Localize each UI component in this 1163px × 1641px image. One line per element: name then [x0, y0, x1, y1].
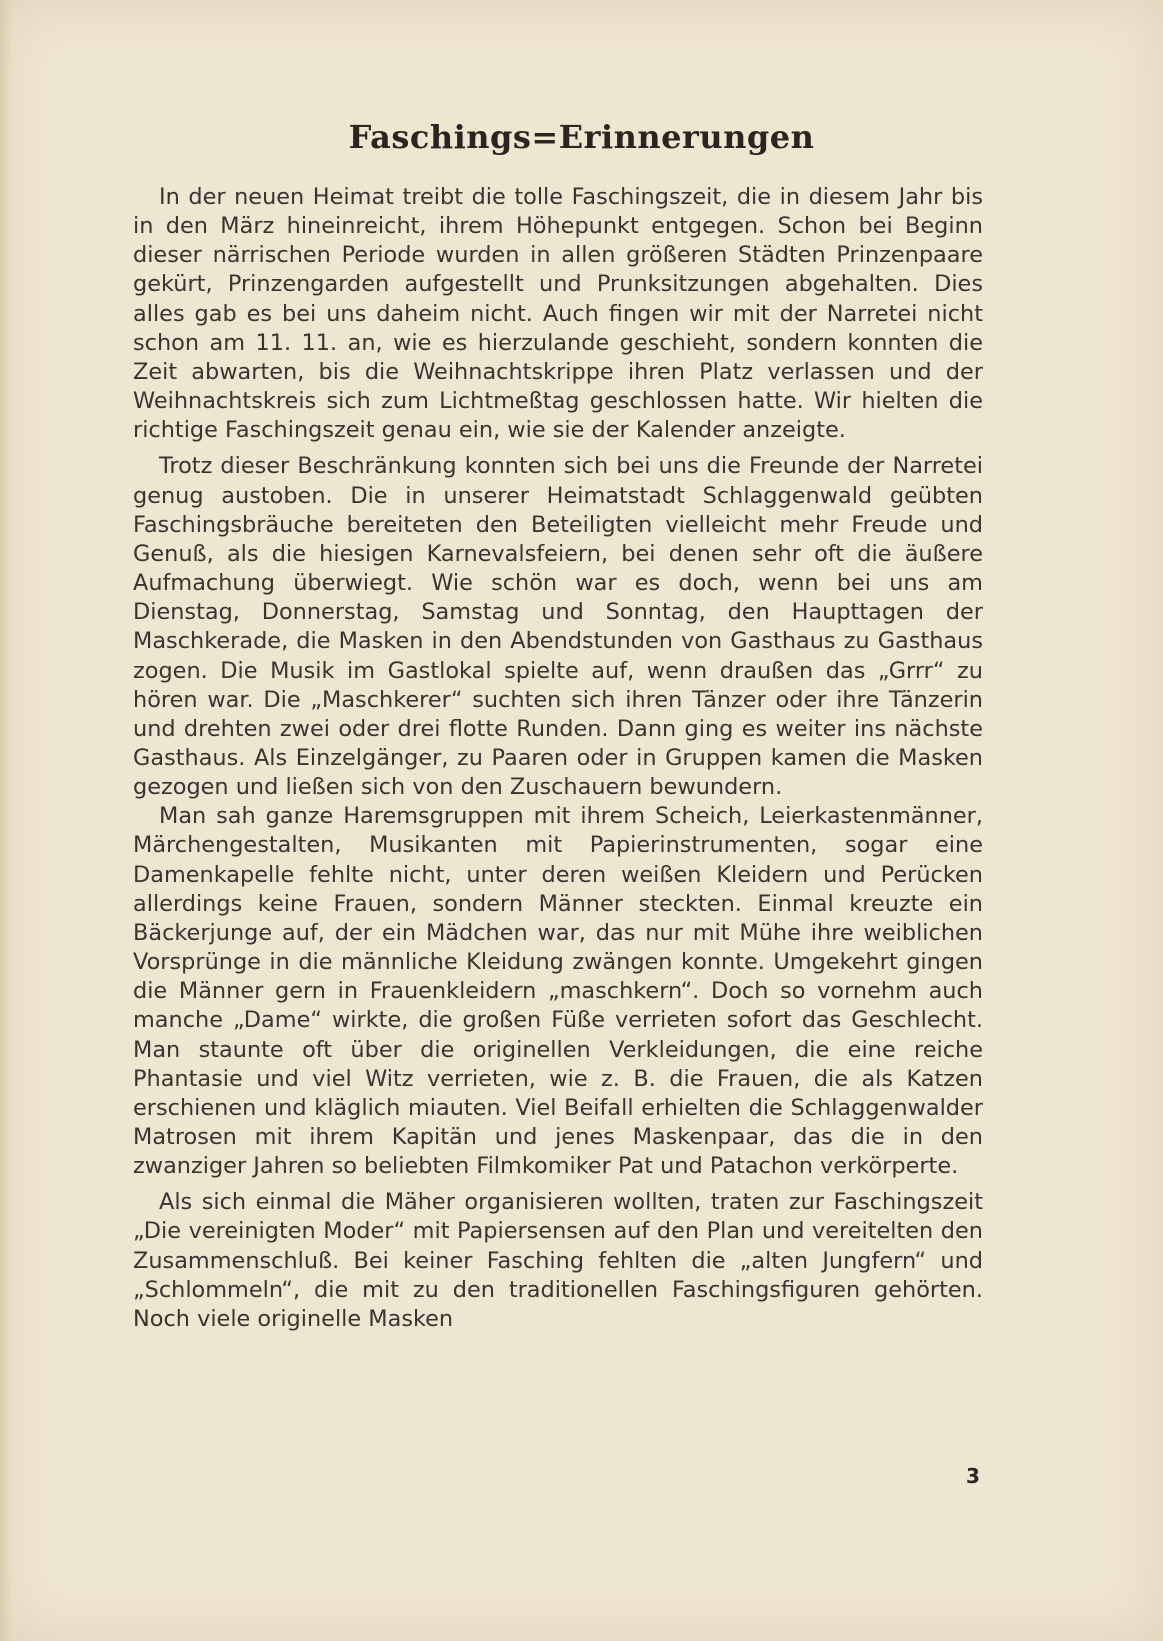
page-title: Faschings=Erinnerungen	[348, 118, 815, 156]
paragraph: In der neuen Heimat treibt die tolle Faschingszeit, die in diesem Jahr bis in den März hineinreicht, ihrem Höhepunkt entgegen. Schon bei Beginn dieser närrischen Periode wurden in allen größeren Städten Prinzenpaare gekürt, Prinzengarden aufgestellt und Prunksitzungen abgehalten. Dies alles gab es bei uns daheim nicht. Auch fingen wir mit der Narretei nicht schon am 11. 11. an, wie es hierzulande geschieht, sondern konnten die Zeit abwarten, bis die Weihnachtskrippe ihren Platz verlassen und der Weihnachtskreis sich zum Lichtmeßtag geschlossen hatte. Wir hielten die richtige Faschingszeit genau ein, wie sie der Kalender anzeigte.	[133, 184, 983, 444]
paragraph: Als sich einmal die Mäher organisieren wollten, traten zur Faschingszeit „Die vereinigten Moder“ mit Papiersensen auf den Plan und vereitelten den Zusammenschluß. Bei keiner Fasching fehlten die „alten Jungfern“ und „Schlommeln“, die mit zu den traditionellen Faschingsfiguren gehörten. Noch viele originelle Masken	[133, 1189, 983, 1332]
page-number: 3	[966, 1464, 980, 1488]
article-body	[133, 183, 983, 1334]
paragraph: Trotz dieser Beschränkung konnten sich bei uns die Freunde der Narretei genug austoben. Die in unserer Heimatstadt Schlaggenwald geübten Faschingsbräuche bereiteten den Beteiligten vielleicht mehr Freude und Genuß, als die hiesigen Karnevalsfeiern, bei denen sehr oft die äußere Aufmachung überwiegt. Wie schön war es doch, wenn bei uns am Dienstag, Donnerstag, Samstag und Sonntag, den Haupttagen der Maschkerade, die Masken in den Abendstunden von Gasthaus zu Gasthaus zogen. Die Musik im Gastlokal spielte auf, wenn draußen das „Grrr“ zu hören war. Die „Maschkerer“ suchten sich ihren Tänzer oder ihre Tänzerin und drehten zwei oder drei flotte Runden. Dann ging es weiter ins nächste Gasthaus. Als Einzelgänger, zu Paaren oder in Gruppen kamen die Masken gezogen und ließen sich von den Zuschauern bewundern.	[133, 453, 983, 801]
page-edge-shadow	[0, 0, 12, 1641]
paragraph: Man sah ganze Haremsgruppen mit ihrem Scheich, Leierkastenmänner, Märchengestalten, Musikanten mit Papierinstrumenten, sogar eine Damenkapelle fehlte nicht, unter deren weißen Kleidern und Perücken allerdings keine Frauen, sondern Männer steckten. Einmal kreuzte ein Bäckerjunge auf, der ein Mädchen war, das nur mit Mühe ihre weiblichen Vorsprünge in die männliche Kleidung zwängen konnte. Umgekehrt gingen die Männer gern in Frauenkleidern „maschkern“. Doch so vornehm auch manche „Dame“ wirkte, die großen Füße verrieten sofort das Geschlecht. Man staunte oft über die originellen Verkleidungen, die eine reiche Phantasie und viel Witz verrieten, wie z. B. die Frauen, die als Katzen erschienen und kläglich miauten. Viel Beifall erhielten die Schlaggenwalder Matrosen mit ihrem Kapitän und jenes Maskenpaar, das die in den zwanziger Jahren so beliebten Filmkomiker Pat und Patachon verkörperte.	[133, 803, 983, 1180]
